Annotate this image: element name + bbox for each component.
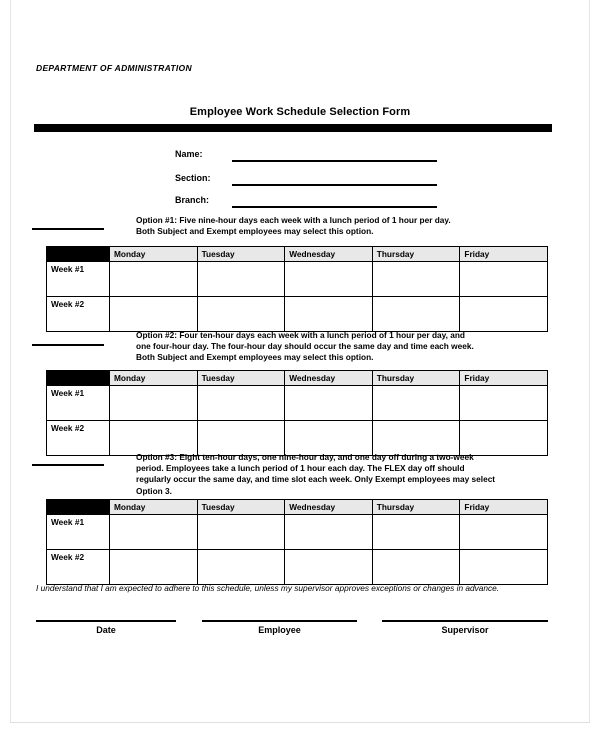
cell-week1-tuesday[interactable] <box>197 262 285 297</box>
cell-week2-tuesday[interactable] <box>197 421 285 456</box>
cell-week2-thursday[interactable] <box>372 297 460 332</box>
cell-week2-thursday[interactable] <box>372 550 460 585</box>
header-wednesday: Wednesday <box>285 500 373 515</box>
table-row <box>47 386 548 421</box>
page-title: Employee Work Schedule Selection Form <box>189 106 411 118</box>
supervisor-label: Supervisor <box>441 625 489 635</box>
table-corner-cell <box>47 371 110 386</box>
table-row <box>47 297 548 332</box>
field-row-section <box>36 173 556 187</box>
cell-week2-wednesday[interactable] <box>285 297 373 332</box>
cell-week2-thursday[interactable] <box>372 421 460 456</box>
option-2-line-1: Option #2: Four ten-hour days each week with a lunch period of 1 hour per day, and <box>136 330 465 340</box>
table-header-row <box>47 247 548 262</box>
option-3-description <box>136 452 548 497</box>
option-3-line-1: Option #3: Eight ten-hour days, one nine-hour day, and one day off during a two-week <box>136 452 474 462</box>
option-1-initial-blank[interactable] <box>32 228 104 230</box>
cell-week2-friday[interactable] <box>460 297 548 332</box>
schedule-table-option-1 <box>46 246 548 332</box>
cell-week1-friday[interactable] <box>460 386 548 421</box>
cell-week1-friday[interactable] <box>460 262 548 297</box>
week-1-label: Week #1 <box>47 386 110 421</box>
cell-week2-monday[interactable] <box>110 550 198 585</box>
date-label: Date <box>96 625 116 635</box>
table-corner-cell <box>47 247 110 262</box>
table-row <box>47 262 548 297</box>
cell-week1-monday[interactable] <box>110 515 198 550</box>
title-divider-bar <box>34 124 552 132</box>
header-friday: Friday <box>460 500 548 515</box>
cell-week1-monday[interactable] <box>110 262 198 297</box>
cell-week2-wednesday[interactable] <box>285 550 373 585</box>
header-thursday: Thursday <box>372 500 460 515</box>
cell-week2-tuesday[interactable] <box>197 297 285 332</box>
option-2-line-2: one four-hour day. The four-hour day should occur the same day and time each week. <box>136 341 474 352</box>
cell-week1-monday[interactable] <box>110 386 198 421</box>
header-wednesday: Wednesday <box>285 247 373 262</box>
option-2-line-3: Both Subject and Exempt employees may select this option. <box>136 352 374 363</box>
table-row <box>47 421 548 456</box>
table-corner-cell <box>47 500 110 515</box>
option-3-line-4: Option 3. <box>136 485 172 496</box>
header-monday: Monday <box>110 500 198 515</box>
header-tuesday: Tuesday <box>197 371 285 386</box>
employee-label: Employee <box>258 625 301 635</box>
table-row <box>47 550 548 585</box>
cell-week1-thursday[interactable] <box>372 515 460 550</box>
week-2-label: Week #2 <box>47 421 110 456</box>
name-input-line[interactable] <box>232 160 437 162</box>
header-friday: Friday <box>460 371 548 386</box>
header-friday: Friday <box>460 247 548 262</box>
cell-week2-monday[interactable] <box>110 421 198 456</box>
branch-label: Branch: <box>175 195 210 205</box>
option-1-description <box>136 215 548 237</box>
section-input-line[interactable] <box>232 184 437 186</box>
week-2-label: Week #2 <box>47 550 110 585</box>
name-label: Name: <box>175 149 203 159</box>
cell-week1-wednesday[interactable] <box>285 386 373 421</box>
supervisor-signature-line[interactable] <box>382 620 548 622</box>
cell-week2-wednesday[interactable] <box>285 421 373 456</box>
header-tuesday: Tuesday <box>197 247 285 262</box>
week-1-label: Week #1 <box>47 515 110 550</box>
cell-week2-tuesday[interactable] <box>197 550 285 585</box>
table-row <box>47 515 548 550</box>
cell-week1-wednesday[interactable] <box>285 262 373 297</box>
option-2-description <box>136 330 548 364</box>
acknowledgement-statement: I understand that I am expected to adhere to this schedule, unless my supervisor approves exceptions or changes in advance. <box>36 583 500 593</box>
cell-week1-thursday[interactable] <box>372 262 460 297</box>
week-1-label: Week #1 <box>47 262 110 297</box>
page-border-bottom <box>10 722 590 723</box>
cell-week1-wednesday[interactable] <box>285 515 373 550</box>
header-thursday: Thursday <box>372 371 460 386</box>
header-monday: Monday <box>110 247 198 262</box>
department-header: DEPARTMENT OF ADMINISTRATION <box>36 63 192 73</box>
table-header-row <box>47 500 548 515</box>
option-1-line-1: Option #1: Five nine-hour days each week with a lunch period of 1 hour per day. <box>136 215 451 225</box>
header-monday: Monday <box>110 371 198 386</box>
option-2-initial-blank[interactable] <box>32 344 104 346</box>
cell-week2-friday[interactable] <box>460 421 548 456</box>
option-3-line-2: period. Employees take a lunch period of 1 hour each day. The FLEX day off should <box>136 463 465 474</box>
table-header-row <box>47 371 548 386</box>
cell-week1-tuesday[interactable] <box>197 515 285 550</box>
schedule-table-option-3 <box>46 499 548 585</box>
branch-input-line[interactable] <box>232 206 437 208</box>
header-wednesday: Wednesday <box>285 371 373 386</box>
option-3-initial-blank[interactable] <box>32 464 104 466</box>
cell-week1-thursday[interactable] <box>372 386 460 421</box>
cell-week2-friday[interactable] <box>460 550 548 585</box>
employee-signature-line[interactable] <box>202 620 357 622</box>
field-row-name <box>36 149 556 163</box>
cell-week2-monday[interactable] <box>110 297 198 332</box>
cell-week1-tuesday[interactable] <box>197 386 285 421</box>
header-thursday: Thursday <box>372 247 460 262</box>
date-signature-line[interactable] <box>36 620 176 622</box>
section-label: Section: <box>175 173 211 183</box>
field-row-branch <box>36 195 556 209</box>
option-1-line-2: Both Subject and Exempt employees may select this option. <box>136 226 374 237</box>
cell-week1-friday[interactable] <box>460 515 548 550</box>
week-2-label: Week #2 <box>47 297 110 332</box>
schedule-table-option-2 <box>46 370 548 456</box>
option-3-line-3: regularly occur the same day, and time slot each week. Only Exempt employees may select <box>136 474 496 485</box>
header-tuesday: Tuesday <box>197 500 285 515</box>
